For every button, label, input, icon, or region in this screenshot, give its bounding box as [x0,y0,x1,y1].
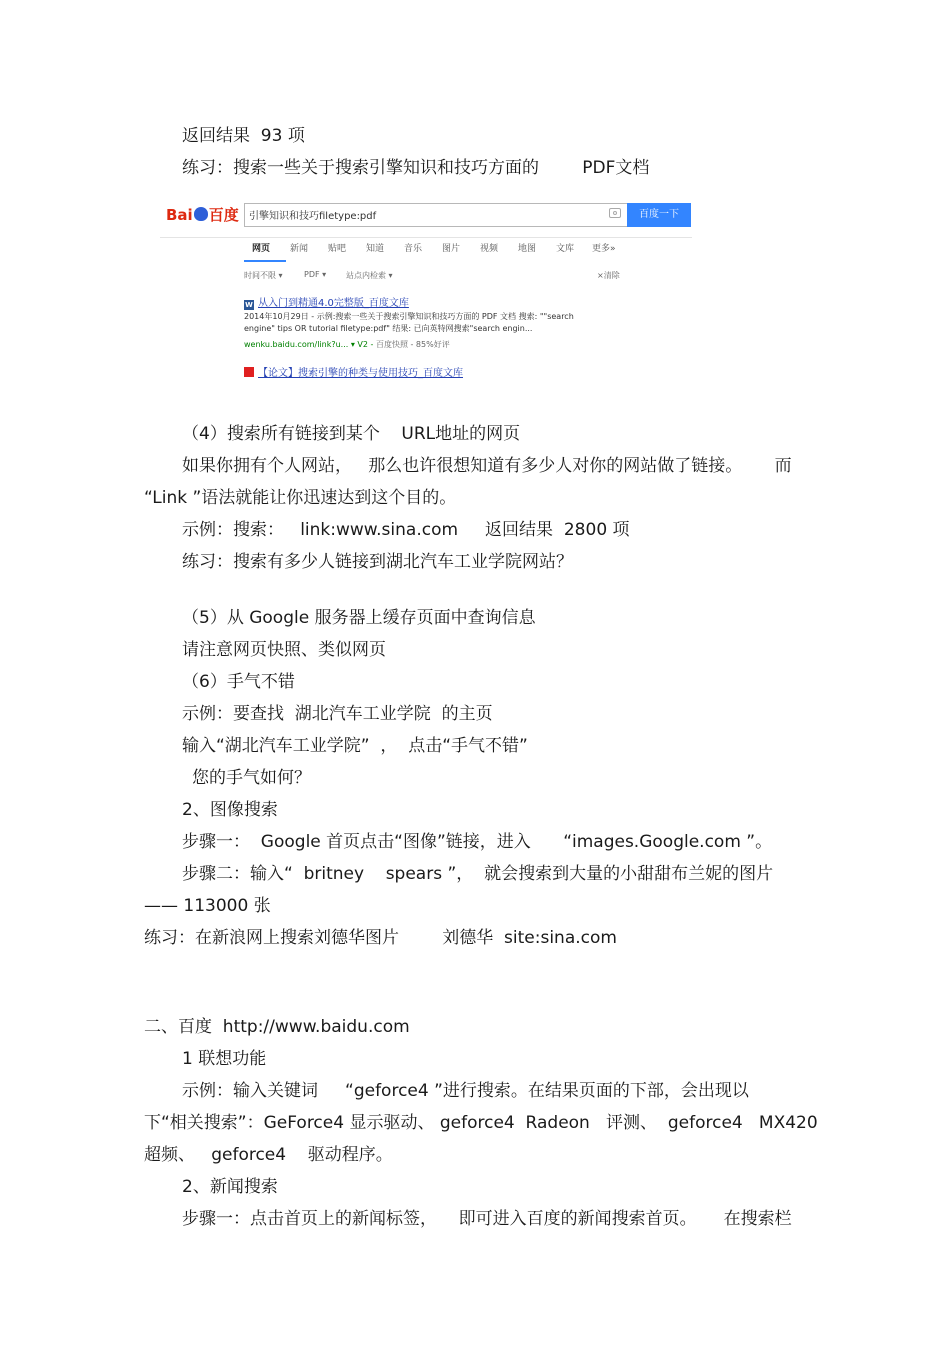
tab-zhidao[interactable]: 知道 [366,244,385,254]
text-line: 返回结果 93 项 [182,126,305,146]
tab-more[interactable]: 更多» [592,244,616,254]
search-button[interactable]: 百度一下 [627,203,691,227]
text-line: 示例：要查找 湖北汽车工业学院 的主页 [182,704,493,724]
text-line: 超频、 geforce4 驱动程序。 [144,1145,393,1165]
active-tab-indicator [244,260,286,262]
text-line: 练习：搜索有多少人链接到湖北汽车工业学院网站？ [182,552,573,572]
text-line: 练习：在新浪网上搜索刘德华图片 刘德华 site:sina.com [144,928,617,948]
result-url [244,339,450,350]
camera-icon[interactable] [609,208,621,218]
logo-text-cn: 百度 [208,206,239,224]
tab-images[interactable]: 图片 [442,244,461,254]
text-line: （6）手气不错 [182,672,295,692]
result-snippet [244,311,624,335]
snippet-line: engine" tips OR tutorial filetype:pdf" 结果: 已向英特网搜索"search engin... [244,324,533,333]
result-title-text[interactable]: 从入门到精通4.0完整版_百度文库 [258,298,409,309]
tab-video[interactable]: 视频 [480,244,499,254]
tab-map[interactable]: 地图 [518,244,537,254]
pdf-icon [244,367,254,377]
text-line: 如果你拥有个人网站， 那么也许很想知道有多少人对你的网站做了链接。 而 [182,456,792,476]
filter-site[interactable]: 站点内检索 ▾ [346,271,393,280]
text-line: 练习：搜索一些关于搜索引擎知识和技巧方面的 PDF文档 [182,158,650,178]
text-line: 步骤二：输入“ britney spears ”， 就会搜索到大量的小甜甜布兰妮的图片 [182,864,774,884]
text-line: 请注意网页快照、类似网页 [182,640,386,660]
tab-web[interactable]: 网页 [252,244,271,254]
text-line: （5）从 Google 服务器上缓存页面中查询信息 [182,608,536,628]
text-line: —— 113000 张 [144,896,271,916]
paw-icon [194,207,208,221]
section-heading: 二、百度 http://www.baidu.com [144,1017,410,1037]
result2-title-link[interactable] [244,364,463,379]
text-line: 您的手气如何？ [192,768,311,788]
text-line: 输入“湖北汽车工业学院” ， 点击“手气不错” [182,736,528,756]
text-line: 2、新闻搜索 [182,1177,278,1197]
text-line: （4）搜索所有链接到某个 URL地址的网页 [182,424,521,444]
result-title-link[interactable] [244,294,409,310]
tab-tieba[interactable]: 贴吧 [328,244,347,254]
text-line: 1 联想功能 [182,1049,267,1069]
baidu-logo [166,205,239,225]
baidu-header [160,192,692,238]
text-line: 示例：搜索： link:www.sina.com 返回结果 2800 项 [182,520,630,540]
text-line: 步骤一：点击首页上的新闻标签， 即可进入百度的新闻搜索首页。 在搜索栏 [182,1209,792,1229]
text-line: 下“相关搜索”：GeForce4 显示驱动、 geforce4 Radeon 评测、 geforce4 MX420 [144,1113,818,1133]
snippet-line: 2014年10月29日 - 示例:搜索一些关于搜索引擎知识和技巧方面的 PDF 文档 搜索: ""search [244,312,574,321]
tab-wenku[interactable]: 文库 [556,244,575,254]
search-box[interactable] [244,203,628,227]
word-doc-icon: W [245,301,253,309]
baidu-screenshot [160,192,692,388]
tab-music[interactable]: 音乐 [404,244,423,254]
logo-text: Bai [166,206,193,224]
tab-news[interactable]: 新闻 [290,244,309,254]
search-input[interactable] [245,205,589,225]
filter-clear[interactable]: ×清除 [597,271,620,280]
text-line: 示例：输入关键词 “geforce4 ”进行搜索。在结果页面的下部，会出现以 [182,1081,749,1101]
cache-link[interactable]: 百度快照 - 85%好评 [375,340,450,349]
text-line: 2、图像搜索 [182,800,278,820]
filter-time[interactable]: 时间不限 ▾ [244,271,283,280]
result-url-text: wenku.baidu.com/link?u... ▾ V2 - [244,340,376,349]
filter-filetype[interactable]: PDF ▾ [304,270,327,279]
text-line: 步骤一： Google 首页点击“图像”链接，进入 “images.Google.com ”。 [182,832,773,852]
text-line: “Link ”语法就能让你迅速达到这个目的。 [144,488,457,508]
result2-title-text[interactable]: 【论文】搜索引擎的种类与使用技巧_百度文库 [258,368,463,379]
